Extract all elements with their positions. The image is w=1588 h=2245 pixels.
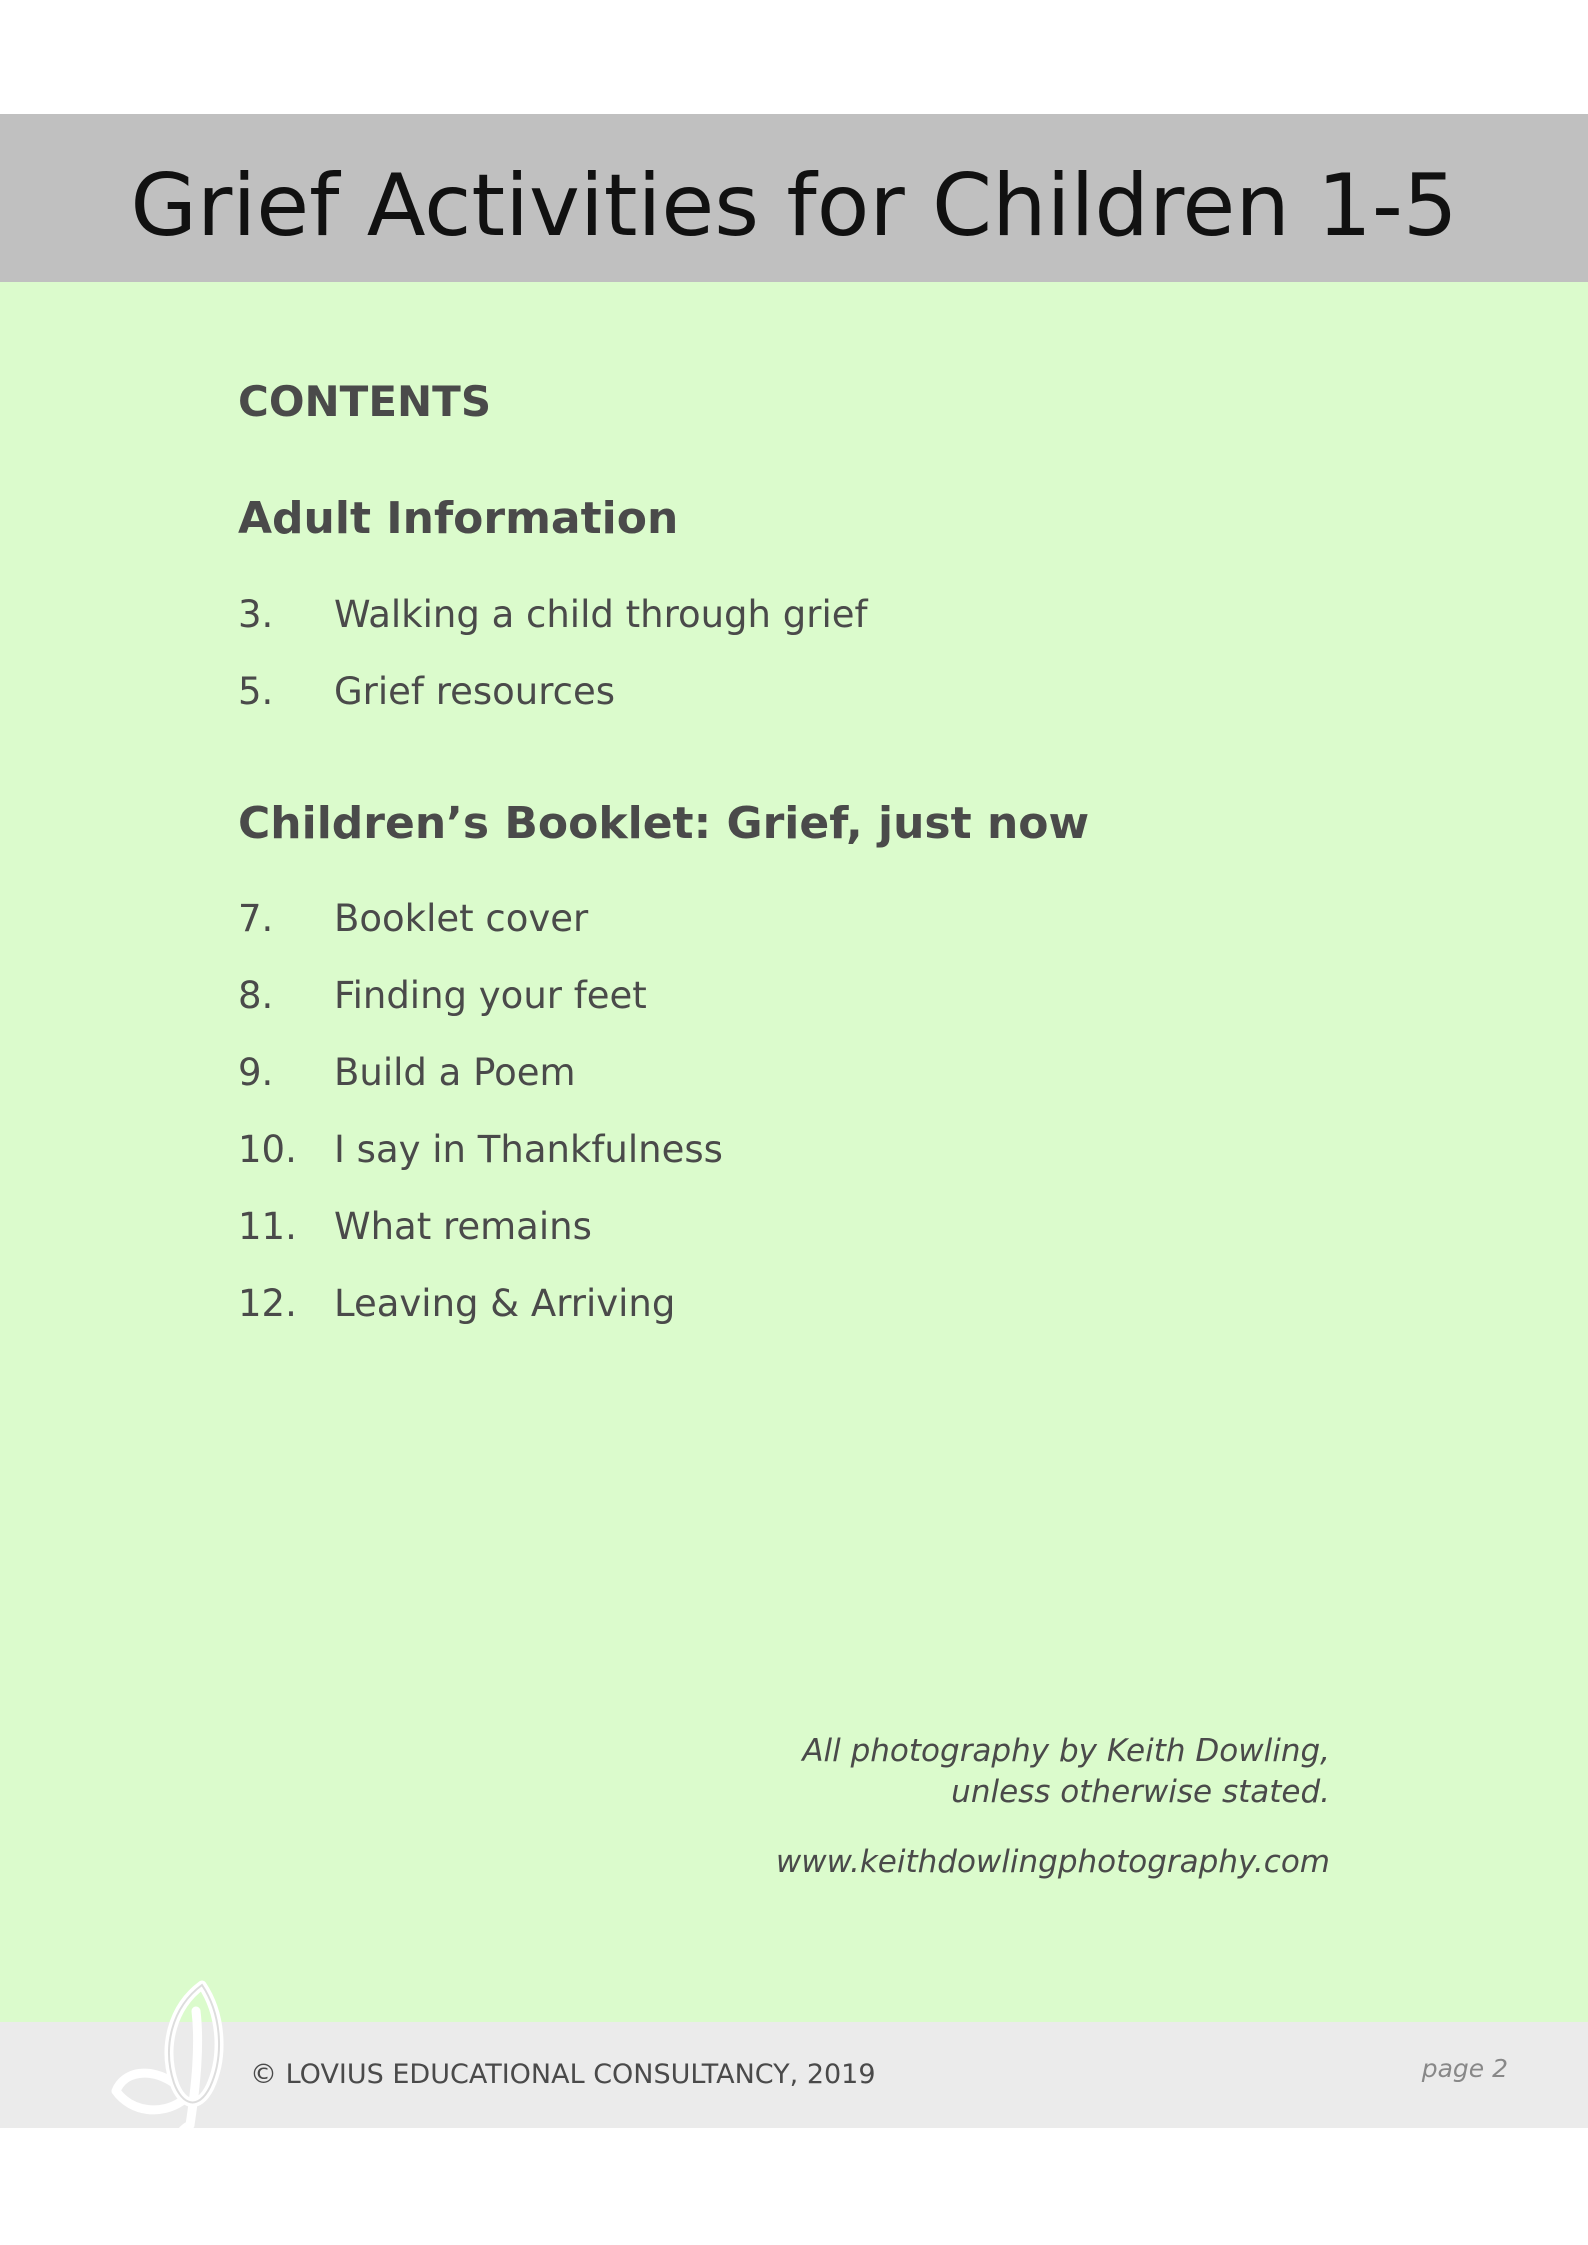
copyright-notice: © LOVIUS EDUCATIONAL CONSULTANCY, 2019 bbox=[250, 2059, 876, 2090]
toc-page-number: 8. bbox=[238, 974, 274, 1017]
toc-item-label: Walking a child through grief bbox=[334, 593, 868, 636]
page-title: Grief Activities for Children 1-5 bbox=[130, 156, 1458, 256]
section-heading-adult-information: Adult Information bbox=[238, 493, 679, 544]
toc-page-number: 9. bbox=[238, 1051, 274, 1094]
toc-page-number: 3. bbox=[238, 593, 274, 636]
toc-page-number: 5. bbox=[238, 670, 274, 713]
toc-item-label: Booklet cover bbox=[334, 897, 589, 940]
toc-item-label: Grief resources bbox=[334, 670, 616, 713]
toc-item-label: What remains bbox=[334, 1205, 592, 1248]
toc-page-number: 10. bbox=[238, 1128, 297, 1171]
contents-panel bbox=[0, 282, 1588, 2022]
toc-page-number: 12. bbox=[238, 1282, 297, 1325]
section-heading-childrens-booklet: Children’s Booklet: Grief, just now bbox=[238, 798, 1090, 849]
toc-page-number: 7. bbox=[238, 897, 274, 940]
contents-heading: CONTENTS bbox=[238, 377, 492, 426]
title-band bbox=[0, 114, 1588, 282]
toc-page-number: 11. bbox=[238, 1205, 297, 1248]
toc-item-label: Finding your feet bbox=[334, 974, 647, 1017]
photo-credit-line-2: unless otherwise stated. bbox=[951, 1774, 1330, 1810]
toc-item-label: Build a Poem bbox=[334, 1051, 576, 1094]
photography-website-link[interactable]: www.keithdowlingphotography.com bbox=[775, 1844, 1330, 1880]
photo-credit-line-1: All photography by Keith Dowling, bbox=[802, 1733, 1330, 1769]
toc-item-label: I say in Thankfulness bbox=[334, 1128, 723, 1171]
toc-item-label: Leaving & Arriving bbox=[334, 1282, 676, 1325]
page-number: page 2 bbox=[1421, 2054, 1508, 2083]
leaf-logo-icon bbox=[110, 1975, 260, 2180]
